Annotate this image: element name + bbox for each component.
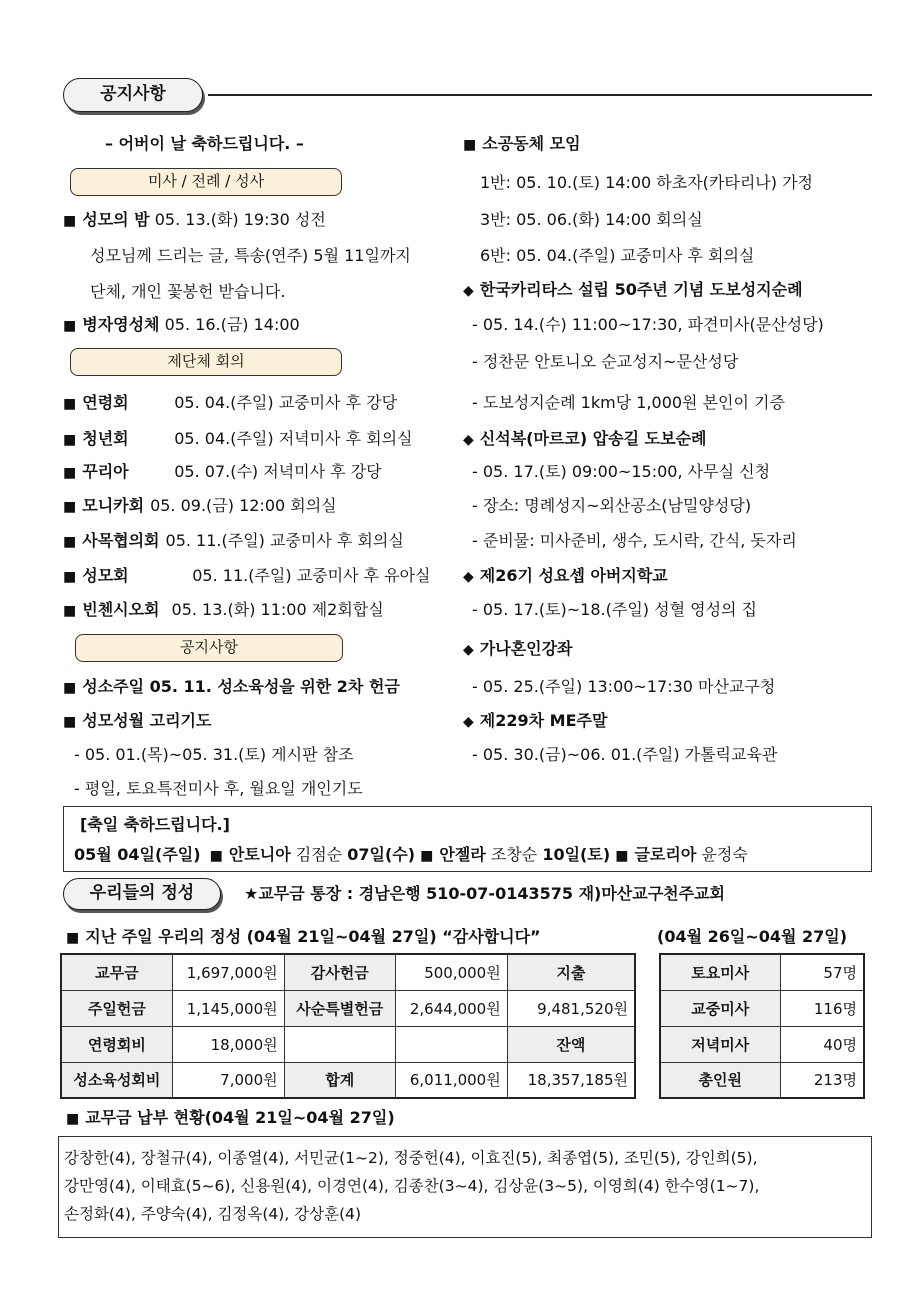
item-title: 빈첸시오회 <box>82 600 160 619</box>
pilgrim-title: ◆ 한국카리타스 설립 50주년 기념 도보성지순례 <box>463 280 803 299</box>
feast-date: 07일(수) <box>347 845 416 864</box>
right-line: - 장소: 명례성지~외산공소(남밀양성당) <box>472 496 752 515</box>
feast-name: 안젤라 <box>439 845 486 864</box>
last-week-title: ■ 지난 주일 우리의 정성 (04월 21일~04월 27일) “감사합니다” <box>66 927 541 946</box>
table-cell: 총인원 <box>660 1062 780 1098</box>
table-cell <box>395 1026 507 1062</box>
list-item: ■ 사목협의회 05. 11.(주일) 교중미사 후 회의실 <box>63 531 404 550</box>
table-cell: 213명 <box>780 1062 864 1098</box>
attend-period: (04월 26일~04월 27일) <box>657 927 848 946</box>
item-title: 병자영성체 <box>82 315 160 334</box>
table-row <box>61 1062 635 1098</box>
item-text: 05. 09.(금) 12:00 회의실 <box>150 496 337 515</box>
list-item: ■ 청년회 05. 04.(주일) 저녁미사 후 회의실 <box>63 429 413 448</box>
list-item: ■ 성모의 밤 05. 13.(화) 19:30 성전 <box>63 210 326 229</box>
small-community-label: 소공동체 모임 <box>482 134 581 153</box>
me-title: ◆ 제229차 ME주말 <box>463 711 608 730</box>
table-cell: 116명 <box>780 990 864 1026</box>
page-title: 공지사항 <box>100 84 166 104</box>
offering-pill <box>63 878 221 910</box>
right-line: - 정찬문 안토니오 순교성지~문산성당 <box>472 352 739 371</box>
notice-detail: - 평일, 토요특전미사 후, 월요일 개인기도 <box>74 779 363 798</box>
table-cell: 합계 <box>284 1062 395 1098</box>
item-text: 05. 11.(주일) 교중미사 후 회의실 <box>165 531 404 550</box>
item-text: 05. 04.(주일) 저녁미사 후 회의실 <box>174 429 413 448</box>
item-text: 성모님께 드리는 글, 특송(연주) 5월 11일까지 <box>90 246 411 265</box>
cana-title: ◆ 가나혼인강좌 <box>463 639 573 658</box>
table-cell: 주일헌금 <box>61 990 172 1026</box>
table-cell: 500,000원 <box>395 954 507 990</box>
table-cell: 교중미사 <box>660 990 780 1026</box>
table-row <box>660 954 864 990</box>
list-item: ■ 모니카회 05. 09.(금) 12:00 회의실 <box>63 496 337 515</box>
item-title: 성모의 밤 <box>82 210 150 229</box>
table-cell: 성소육성회비 <box>61 1062 172 1098</box>
table-cell: 1,697,000원 <box>172 954 284 990</box>
item-text: 05. 04.(주일) 교중미사 후 강당 <box>174 393 398 412</box>
table-row <box>61 990 635 1026</box>
item-title: 성모회 <box>82 566 129 585</box>
small-community-title: ■ 소공동체 모임 <box>463 134 581 153</box>
item-text: 05. 13.(화) 19:30 성전 <box>149 210 326 229</box>
header-rule <box>208 94 872 96</box>
payers-title: ■ 교무금 납부 현황(04월 21일~04월 27일) <box>66 1108 395 1127</box>
walk-title: ◆ 신석복(마르코) 압송길 도보순례 <box>463 429 707 448</box>
notice-item: ■ 성소주일 05. 11. 성소육성을 위한 2차 헌금 <box>63 677 400 696</box>
right-line: - 05. 17.(토)~18.(주일) 성혈 영성의 집 <box>472 600 758 619</box>
payers-label: 교무금 납부 현황(04월 21일~04월 27일) <box>85 1108 395 1127</box>
father-title: ◆ 제26기 성요셉 아버지학교 <box>463 566 668 585</box>
list-item: ■ 꾸리아 05. 07.(수) 저녁미사 후 강당 <box>63 462 382 481</box>
feast-title: [축일 축하드립니다.] <box>80 815 230 834</box>
cana-label: 가나혼인강좌 <box>479 639 573 658</box>
notice-text: 성소주일 05. 11. 성소육성을 위한 2차 헌금 <box>82 677 400 696</box>
greeting: – 어버이 날 축하드립니다. – <box>105 134 304 153</box>
table-cell: 18,357,185원 <box>507 1062 635 1098</box>
item-title: 사목협의회 <box>82 531 160 550</box>
list-item: ■ 연령회 05. 04.(주일) 교중미사 후 강당 <box>63 393 398 412</box>
table-cell: 57명 <box>780 954 864 990</box>
table-cell: 교무금 <box>61 954 172 990</box>
right-line: 6반: 05. 04.(주일) 교중미사 후 회의실 <box>480 246 755 265</box>
feast-name: 글로리아 <box>634 845 697 864</box>
pilgrim-label: 한국카리타스 설립 50주년 기념 도보성지순례 <box>479 280 803 299</box>
table-row <box>660 1026 864 1062</box>
item-title: 꾸리아 <box>82 462 129 481</box>
right-line: 1반: 05. 10.(토) 14:00 하초자(카타리나) 가정 <box>480 173 813 192</box>
page-title-pill <box>63 78 203 112</box>
section-mass <box>70 168 342 196</box>
feast-person: 조창순 <box>485 845 543 864</box>
right-line: - 05. 25.(주일) 13:00~17:30 마산교구청 <box>472 677 776 696</box>
offering-title: 우리들의 정성 <box>89 883 195 903</box>
item-text: 05. 07.(수) 저녁미사 후 강당 <box>174 462 382 481</box>
attendance-table <box>659 953 865 1099</box>
table-cell: 2,644,000원 <box>395 990 507 1026</box>
list-item: ■ 빈첸시오회 05. 13.(화) 11:00 제2회합실 <box>63 600 384 619</box>
table-cell: 연령회비 <box>61 1026 172 1062</box>
section-notice <box>75 634 343 662</box>
table-row <box>660 1062 864 1098</box>
table-cell: 사순특별헌금 <box>284 990 395 1026</box>
table-cell: 6,011,000원 <box>395 1062 507 1098</box>
right-line: - 05. 17.(토) 09:00~15:00, 사무실 신청 <box>472 462 771 481</box>
last-week-label: 지난 주일 우리의 정성 (04월 21일~04월 27일) “감사합니다” <box>85 927 541 946</box>
right-line: - 도보성지순례 1km당 1,000원 본인이 기증 <box>472 393 785 412</box>
table-cell <box>284 1026 395 1062</box>
father-label: 제26기 성요셉 아버지학교 <box>479 566 668 585</box>
item-title: 연령회 <box>82 393 129 412</box>
section-groups <box>70 348 342 376</box>
payers-line: 강창한(4), 장철규(4), 이종열(4), 서민균(1~2), 정중헌(4), 이효진(5), 최종엽(5), 조민(5), 강인희(5), <box>64 1149 758 1167</box>
list-item <box>90 246 411 266</box>
table-row <box>61 954 635 990</box>
item-title: 모니카회 <box>82 496 145 515</box>
table-cell: 40명 <box>780 1026 864 1062</box>
table-cell: 저녁미사 <box>660 1026 780 1062</box>
feast-person: 김점순 <box>290 845 348 864</box>
me-label: 제229차 ME주말 <box>479 711 608 730</box>
item-text: 단체, 개인 꽃봉헌 받습니다. <box>90 282 286 301</box>
walk-label: 신석복(마르코) 압송길 도보순례 <box>479 429 707 448</box>
feast-line: 05월 04일(주일) ■ 안토니아 김점순 07일(수) ■ 안젤라 조창순 10일(토) ■ 글로리아 윤정숙 <box>74 845 748 864</box>
item-text: 05. 16.(금) 14:00 <box>159 315 300 334</box>
section-notice-label: 공지사항 <box>180 638 238 656</box>
right-line: - 05. 30.(금)~06. 01.(주일) 가톨릭교육관 <box>472 745 778 764</box>
table-cell: 토요미사 <box>660 954 780 990</box>
payers-line: 강만영(4), 이태효(5~6), 신용원(4), 이경연(4), 김종찬(3~4), 김상윤(3~5), 이영희(4) 한수영(1~7), <box>64 1177 760 1195</box>
notice-detail: - 05. 01.(목)~05. 31.(토) 게시판 참조 <box>74 745 354 764</box>
table-cell: 1,145,000원 <box>172 990 284 1026</box>
table-cell: 지출 <box>507 954 635 990</box>
item-text: 05. 13.(화) 11:00 제2회합실 <box>171 600 384 619</box>
notice-text: 성모성월 고리기도 <box>82 711 212 730</box>
table-row <box>61 1026 635 1062</box>
list-item: ■ 성모회 05. 11.(주일) 교중미사 후 유아실 <box>63 566 431 585</box>
notice-item: ■ 성모성월 고리기도 <box>63 711 212 730</box>
right-line: 3반: 05. 06.(화) 14:00 회의실 <box>480 210 703 229</box>
list-item: ■ 병자영성체 05. 16.(금) 14:00 <box>63 315 300 334</box>
table-cell: 18,000원 <box>172 1026 284 1062</box>
feast-date: 10일(토) <box>542 845 611 864</box>
table-cell: 감사헌금 <box>284 954 395 990</box>
item-title: 청년회 <box>82 429 129 448</box>
table-cell: 7,000원 <box>172 1062 284 1098</box>
table-cell: 9,481,520원 <box>507 990 635 1026</box>
payers-line: 손정화(4), 주양숙(4), 김정옥(4), 강상훈(4) <box>64 1205 362 1223</box>
account-info: ★교무금 통장 : 경남은행 510-07-0143575 재)마산교구천주교회 <box>244 884 725 903</box>
section-groups-label: 제단체 회의 <box>167 352 245 370</box>
feast-date: 05월 04일(주일) <box>74 845 201 864</box>
table-row <box>660 990 864 1026</box>
feast-name: 안토니아 <box>228 845 291 864</box>
finance-table <box>60 953 636 1099</box>
list-item <box>90 282 285 302</box>
feast-person: 윤정숙 <box>696 845 748 864</box>
item-text: 05. 11.(주일) 교중미사 후 유아실 <box>192 566 431 585</box>
table-cell: 잔액 <box>507 1026 635 1062</box>
section-mass-label: 미사 / 전례 / 성사 <box>147 172 265 190</box>
right-line: - 05. 14.(수) 11:00~17:30, 파견미사(문산성당) <box>472 315 824 334</box>
right-line: - 준비물: 미사준비, 생수, 도시락, 간식, 돗자리 <box>472 531 797 550</box>
